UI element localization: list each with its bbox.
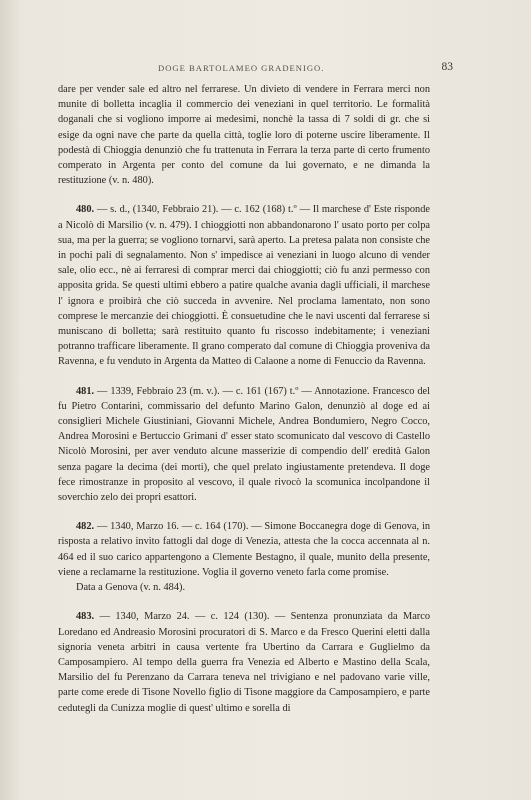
page-header <box>58 63 453 77</box>
running-title: DOGE BARTOLAMEO GRADENIGO. <box>158 63 325 73</box>
body-text <box>58 82 430 716</box>
entry-text: — 1340, Marzo 16. — c. 164 (170). — Simone Boccanegra doge di Genova, in risposta a relativo invito fattogli dal doge di Venezia, attesta che la cocca accennata al n. 464 ed il suo carico appartengono a Clemente Bestagno, il quale, munito della presente, viene a reclamarne la restituzione. Voglia il governo veneto farla come promise. <box>58 521 430 578</box>
page-number: 83 <box>441 61 453 73</box>
entry-480 <box>58 202 430 369</box>
entry-text: — s. d., (1340, Febbraio 21). — c. 162 (168) t.º — Il marchese d' Este risponde a Nicolò di Marsilio (v. n. 479). I chioggiotti non abbandonarono l' usato porto per colpa sua, ma per la guerra; se vogliono tornarvi, sarà aperto. La pretesa palata non consiste che in pochi pali di segnalamento. Non s' impedisce ai veneziani in luogo alcuno di vender sale, olio ecc., nè ai ferraresi di comprar merci dai chioggiotti; ciò fu anzi permesso con apposita grida. Se questi ultimi ebbero a patire qualche avania dagli ufficiali, il marchese l' ignora e proibirà che ciò succeda in avvenire. Nel proclama lamentato, non sono comprese le mercanzie dei chioggiotti. È consuetudine che le navi uscenti dal ferrarese si muniscano di bolletta; sarà restituito quanto fu riscosso indebitamente; i veneziani potranno trafficare liberamente. Il grano comperato dal comune di Chioggia proveniva da Ravenna, e fu venduto in Argenta da Matteo di Calaone a nome di Fenuccio da Ravenna. <box>58 204 430 368</box>
entry-number: 480. <box>76 204 95 216</box>
entry-483 <box>58 609 430 715</box>
entry-481 <box>58 384 430 506</box>
paragraph-continuation <box>58 82 430 188</box>
entry-number: 481. <box>76 385 95 397</box>
paragraph-text: dare per vender sale ed altro nel ferrarese. Un divieto di vendere in Ferrara merci non munite di bolletta incaglia il commercio dei veneziani in quel territorio. Le formalità doganali che si vogliono imporre ai medesimi, nonchè la tassa di 7 soldi di gr. che si esige da ogni nave che parte da quella città, toglie loro di poterne uscire liberamente. Il podestà di Chioggia denunziò che fu trattenuta in Ferrara la terza parte di certo frumento comperato in Argenta per conto del comune da lui governato, e ne dimanda la restituzione (v. n. 480). <box>58 84 430 187</box>
entry-number: 482. <box>76 521 95 533</box>
entry-text: — 1339, Febbraio 23 (m. v.). — c. 161 (167) t.º — Annotazione. Francesco del fu Pietro Contarini, commissario del defunto Marino Galon, denunziò al doge ed ai consiglieri Michele Giustiniani, Giovanni Michele, Andrea Bondumiero, Negro Cocco, Andrea Morosini e Bertuccio Grimani d' esser stato scomunicato dal vescovo di Castello Nicolò Morosini, per aver venduto alcune masserizie di compendio dell' eredità Galon senza pagare la decima (dei morti), che quel prelato ingiustamente pretendeva. Il doge fece rimostranze in proposito al vescovo, il quale rivocò la scomunica incolpandone il soverchio zelo dei propri esattori. <box>58 385 430 504</box>
entry-number: 483. <box>76 611 95 623</box>
entry-482 <box>58 519 430 580</box>
entry-482-dateline <box>58 580 430 595</box>
entry-text: — 1340, Marzo 24. — c. 124 (130). — Sentenza pronunziata da Marco Loredano ed Andreasio Morosini procuratori di S. Marco e da Fresco Querini eletti dalla signoria veneta arbitri in causa vertente fra Ubertino da Carrara e Guglielmo da Camposampiero. Al tempo della guerra fra Venezia ed Alberto e Mastino della Scala, Marsilio del fu Perenzano da Carrara teneva nel trivigiano e nel padovano varie ville, parte come erede di Tisone Novello figlio di Tisone maggiore da Camposampiero, e parte cedutegli da Cunizza moglie di quest' ultimo e sorella di <box>58 611 430 714</box>
dateline-text: Data a Genova (v. n. 484). <box>76 582 186 594</box>
